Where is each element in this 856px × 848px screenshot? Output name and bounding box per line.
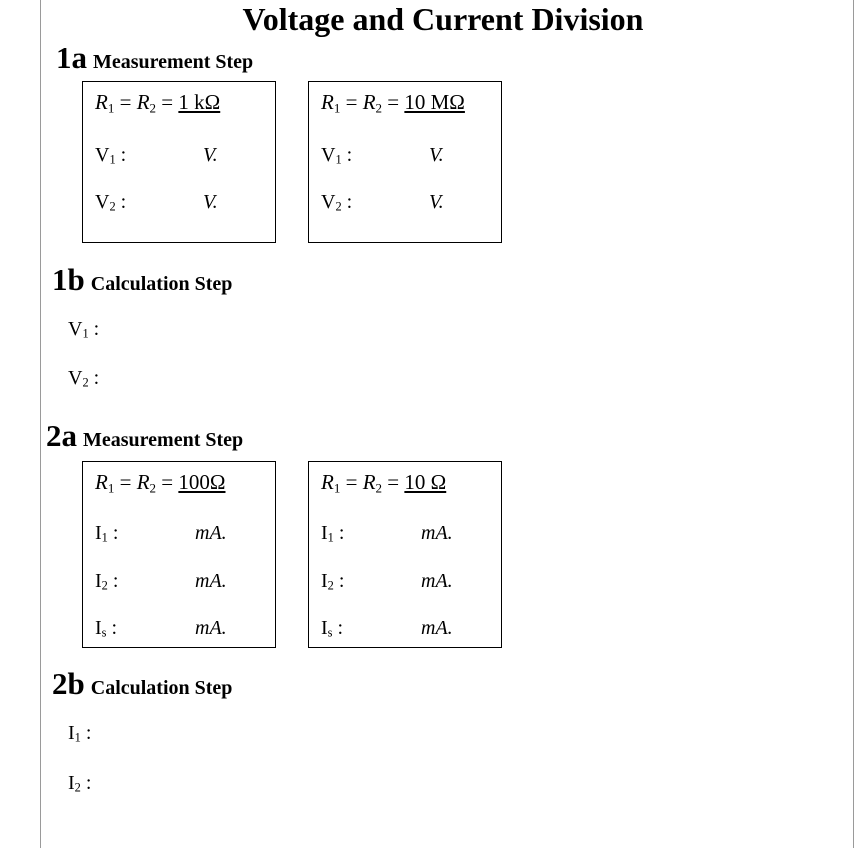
section-text: Calculation Step	[90, 677, 233, 699]
measurement-box-10m	[308, 81, 502, 243]
i2-unit: mA.	[421, 570, 453, 592]
section-2b-heading	[52, 666, 232, 702]
section-1a-heading	[56, 40, 253, 76]
section-number: 2a	[46, 418, 77, 453]
measurement-box-100	[82, 461, 276, 648]
i1-label: I1 :	[321, 522, 345, 545]
i1-label: I1 :	[95, 522, 119, 545]
v2-label: V2 :	[321, 191, 353, 214]
section-text: Measurement Step	[93, 51, 254, 73]
section-number: 2b	[52, 666, 85, 701]
i2-label: I2 :	[321, 570, 345, 593]
is-unit: mA.	[421, 617, 453, 639]
section-1b-heading	[52, 262, 232, 298]
resistance-value: 100Ω	[178, 470, 226, 494]
i1-unit: mA.	[195, 522, 227, 544]
section-number: 1a	[56, 40, 87, 75]
v2-unit: V.	[203, 191, 218, 213]
resistance-value: 1 kΩ	[178, 90, 221, 114]
page-border-right	[853, 0, 854, 848]
v2-unit: V.	[429, 191, 444, 213]
v1-label: V1 :	[95, 144, 127, 167]
resistance-header: $R_1 = R_2 = 10$ MΩ	[321, 90, 465, 116]
is-label: Is :	[321, 617, 344, 640]
calc-v1-label: V1 :	[68, 318, 100, 341]
v1-label: V1 :	[321, 144, 353, 167]
i1-unit: mA.	[421, 522, 453, 544]
section-number: 1b	[52, 262, 85, 297]
resistance-value: 10 Ω	[404, 470, 447, 494]
page-title: Voltage and Current Division	[242, 1, 644, 37]
resistance-header: $R_1 = R_2 = 10$ Ω	[321, 470, 447, 496]
section-2a-heading	[46, 418, 243, 454]
calc-i1-label: I1 :	[68, 722, 92, 745]
is-unit: mA.	[195, 617, 227, 639]
resistance-header: $R_1 = R_2 = 100\Omega$	[95, 470, 226, 496]
section-text: Measurement Step	[83, 429, 244, 451]
measurement-box-10	[308, 461, 502, 648]
calc-v2-label: V2 :	[68, 367, 100, 390]
v1-unit: V.	[429, 144, 444, 166]
page-border-left	[40, 0, 41, 848]
resistance-header: $R_1 = R_2 = 1$ kΩ	[95, 90, 221, 116]
i2-label: I2 :	[95, 570, 119, 593]
resistance-value: 10 MΩ	[404, 90, 465, 114]
section-text: Calculation Step	[90, 273, 233, 295]
measurement-box-1k	[82, 81, 276, 243]
v2-label: V2 :	[95, 191, 127, 214]
v1-unit: V.	[203, 144, 218, 166]
calc-i2-label: I2 :	[68, 772, 92, 795]
is-label: Is :	[95, 617, 118, 640]
i2-unit: mA.	[195, 570, 227, 592]
